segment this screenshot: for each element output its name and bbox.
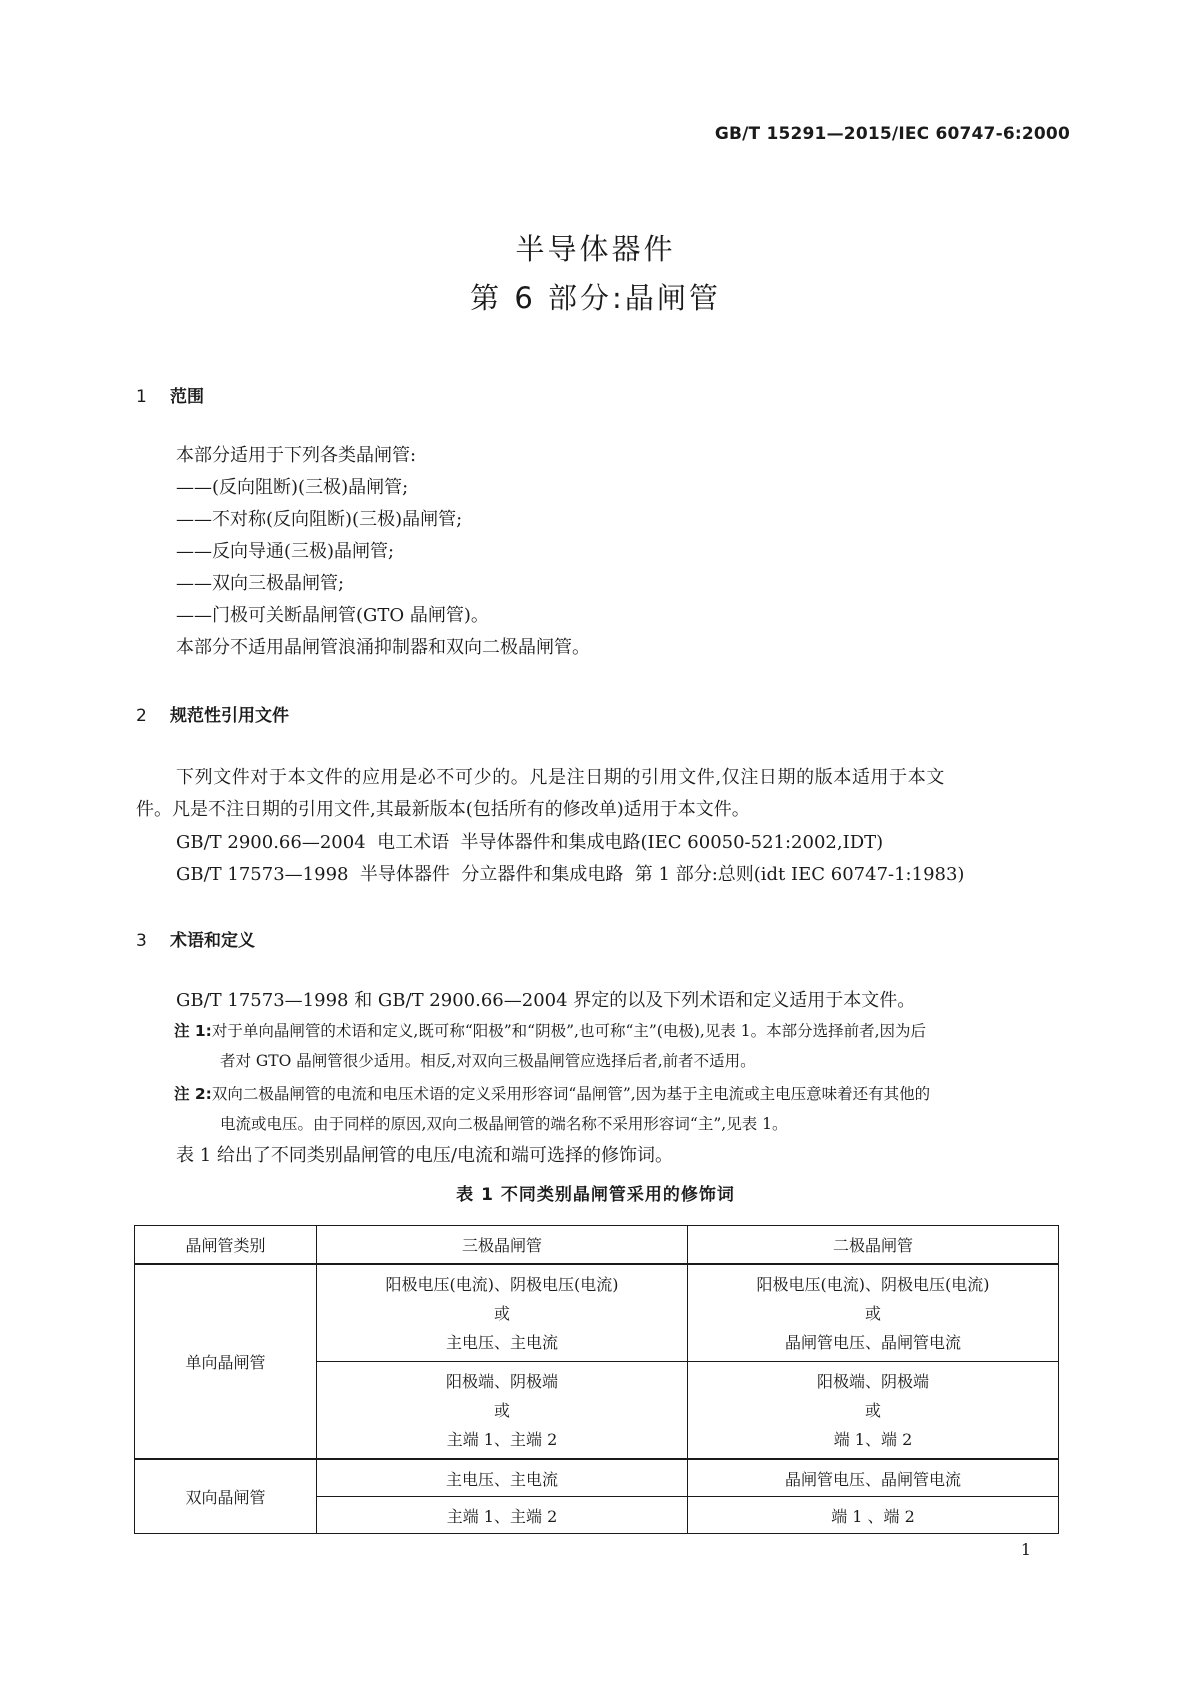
section-1-intro: 本部分适用于下列各类晶闸管:	[176, 445, 417, 466]
document-subtitle: 第 6 部分:晶闸管	[470, 281, 721, 315]
note-2-continuation: 电流或电压。由于同样的原因,双向二极晶闸管的端名称不采用形容词“主”,见表 1。	[220, 1115, 788, 1133]
note-2	[174, 1082, 930, 1104]
table-cell	[317, 1264, 688, 1362]
table-header-row	[135, 1226, 1059, 1265]
page-number: 1	[1020, 1540, 1031, 1559]
note-text: 双向二极晶闸管的电流和电压术语的定义采用形容词“晶闸管”,因为基于主电流或主电压意味着还有其他的	[211, 1085, 931, 1103]
table-cell: 主端 1、主端 2	[317, 1497, 688, 1534]
table-cell	[688, 1264, 1059, 1362]
cell-line: 端 1、端 2	[833, 1429, 913, 1449]
note-1-continuation: 者对 GTO 晶闸管很少适用。相反,对双向三极晶闸管应选择后者,前者不适用。	[220, 1052, 756, 1070]
section-3-paragraph: GB/T 17573—1998 和 GB/T 2900.66—2004 界定的以及下列术语和定义适用于本文件。	[176, 990, 916, 1011]
list-item: ——不对称(反向阻断)(三极)晶闸管;	[176, 509, 463, 530]
section-number: 2	[136, 706, 147, 726]
normative-reference: GB/T 17573—1998 半导体器件 分立器件和集成电路 第 1 部分:总则(idt IEC 60747-1:1983)	[176, 864, 965, 885]
note-label: 注 2:	[174, 1085, 212, 1103]
cell-line: 阳极电压(电流)、阴极电压(电流)	[385, 1274, 619, 1294]
row-label-unidirectional: 单向晶闸管	[135, 1264, 317, 1459]
table-row	[135, 1459, 1059, 1497]
cell-line: 阳极端、阴极端	[816, 1371, 929, 1391]
section-title: 术语和定义	[170, 931, 255, 951]
cell-line: 或	[864, 1303, 881, 1323]
header-category: 晶闸管类别	[135, 1226, 317, 1265]
section-2-paragraph-line: 下列文件对于本文件的应用是必不可少的。凡是注日期的引用文件,仅注日期的版本适用于本文	[176, 767, 945, 788]
section-1-heading	[136, 382, 204, 407]
table-row	[135, 1264, 1059, 1362]
section-1-exclusion: 本部分不适用晶闸管浪涌抑制器和双向二极晶闸管。	[176, 637, 590, 658]
section-2-heading	[136, 701, 289, 726]
section-number: 3	[136, 931, 147, 951]
note-label: 注 1:	[174, 1022, 212, 1040]
note-1	[174, 1019, 926, 1041]
section-3-heading	[136, 926, 255, 951]
cell-line: 或	[493, 1400, 510, 1420]
list-item: ——门极可关断晶闸管(GTO 晶闸管)。	[176, 605, 489, 626]
table-cell	[688, 1362, 1059, 1460]
cell-line: 或	[493, 1303, 510, 1323]
section-title: 范围	[170, 387, 204, 407]
note-text: 对于单向晶闸管的术语和定义,既可称“阳极”和“阴极”,也可称“主”(电极),见表 1。本部分选择前者,因为后	[211, 1022, 927, 1040]
cell-line: 主端 1、主端 2	[446, 1429, 558, 1449]
document-id: GB/T 15291—2015/IEC 60747-6:2000	[714, 124, 1070, 144]
table-caption: 表 1 不同类别晶闸管采用的修饰词	[456, 1185, 735, 1205]
table-cell	[317, 1362, 688, 1460]
table-cell: 晶闸管电压、晶闸管电流	[688, 1459, 1059, 1497]
cell-line: 主电压、主电流	[445, 1332, 558, 1352]
header-diode: 二极晶闸管	[688, 1226, 1059, 1265]
section-2-paragraph-line: 件。凡是不注日期的引用文件,其最新版本(包括所有的修改单)适用于本文件。	[136, 799, 750, 820]
row-label-bidirectional: 双向晶闸管	[135, 1459, 317, 1534]
header-triode: 三极晶闸管	[317, 1226, 688, 1265]
section-number: 1	[136, 387, 147, 407]
table-intro: 表 1 给出了不同类别晶闸管的电压/电流和端可选择的修饰词。	[176, 1145, 673, 1166]
section-title: 规范性引用文件	[170, 706, 289, 726]
list-item: ——反向导通(三极)晶闸管;	[176, 541, 395, 562]
list-item: ——双向三极晶闸管;	[176, 573, 345, 594]
cell-line: 阳极端、阴极端	[445, 1371, 558, 1391]
list-item: ——(反向阻断)(三极)晶闸管;	[176, 477, 409, 498]
modifier-table	[134, 1225, 1059, 1534]
table-cell: 主电压、主电流	[317, 1459, 688, 1497]
normative-reference: GB/T 2900.66—2004 电工术语 半导体器件和集成电路(IEC 60050-521:2002,IDT)	[176, 832, 884, 853]
table-cell: 端 1 、端 2	[688, 1497, 1059, 1534]
cell-line: 阳极电压(电流)、阴极电压(电流)	[756, 1274, 990, 1294]
document-title: 半导体器件	[515, 232, 676, 266]
cell-line: 晶闸管电压、晶闸管电流	[784, 1332, 961, 1352]
cell-line: 或	[864, 1400, 881, 1420]
